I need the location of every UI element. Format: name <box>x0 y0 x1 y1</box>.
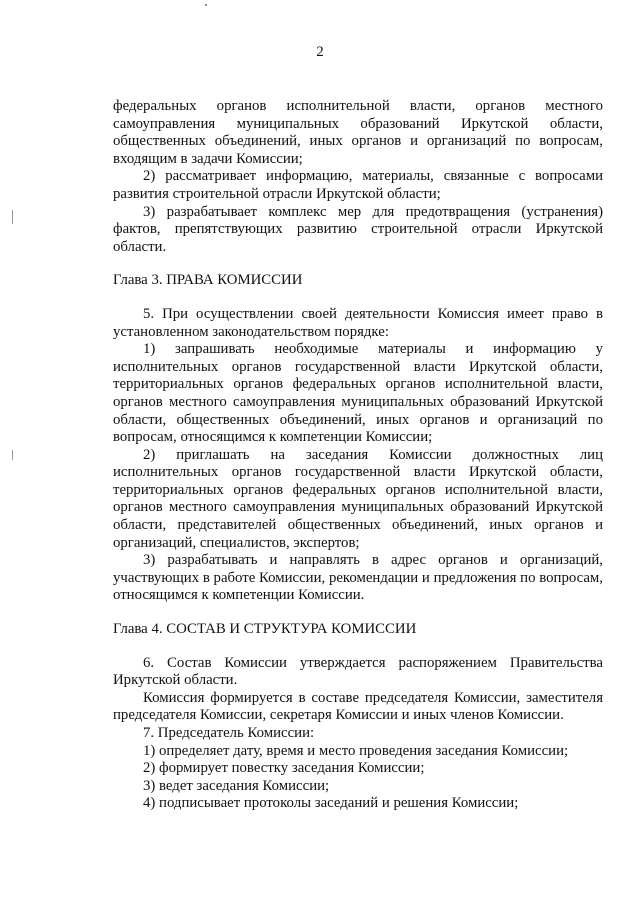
chapter3-item-2: 2) приглашать на заседания Комиссии должностных лиц исполнительных органов государственной власти Иркутской области, территориальных органов федеральных органов исполнительной власти, органов местного самоуправления муниципальных образований Иркутской области, представителей общественных объединений, иных органов и организаций, специалистов, экспертов; <box>113 446 603 551</box>
page-number: 2 <box>316 44 324 60</box>
paragraph-5: 5. При осуществлении своей деятельности Комиссия имеет право в установленном законодательством порядке: <box>113 305 603 340</box>
paragraph-item-2: 2) рассматривает информацию, материалы, связанные с вопросами развития строительной отрасли Иркутской области; <box>113 168 603 202</box>
paragraph-6: 6. Состав Комиссии утверждается распоряжением Правительства Иркутской области. <box>113 654 603 689</box>
chairman-duty-2: 2) формирует повестку заседания Комиссии; <box>143 760 425 777</box>
chapter-4-heading: Глава 4. СОСТАВ И СТРУКТУРА КОМИССИИ <box>113 621 417 638</box>
scan-speck <box>205 4 207 6</box>
scan-mark <box>12 210 13 224</box>
paragraph-continuation: федеральных органов исполнительной власти, органов местного самоуправления муниципальных образований Иркутской области, общественных объединений, иных органов и организаций по вопросам, входящим в задачи Комиссии; <box>113 98 603 167</box>
chapter3-item-3: 3) разрабатывать и направлять в адрес органов и организаций, участвующих в работе Комиссии, рекомендации и предложения по вопросам, относящимся к компетенции Комиссии. <box>113 552 603 604</box>
paragraph-6-composition: Комиссия формируется в составе председателя Комиссии, заместителя председателя Комиссии, секретаря Комиссии и иных членов Комиссии. <box>113 689 603 724</box>
chairman-duty-1: 1) определяет дату, время и место проведения заседания Комиссии; <box>143 742 569 759</box>
paragraph-7: 7. Председатель Комиссии: <box>143 725 315 741</box>
chapter-3-heading: Глава 3. ПРАВА КОМИССИИ <box>113 272 303 289</box>
chairman-duty-4: 4) подписывает протоколы заседаний и решения Комиссии; <box>143 795 519 812</box>
chairman-duty-3: 3) ведет заседания Комиссии; <box>143 777 330 794</box>
scan-mark <box>12 450 13 460</box>
chapter3-item-1: 1) запрашивать необходимые материалы и информацию у исполнительных органов государственной власти Иркутской области, территориальных органов федеральных органов исполнительной власти, органов местного самоуправления муниципальных образований Иркутской области, общественных объединений, иных органов и организаций по вопросам, относящимся к компетенции Комиссии; <box>113 341 603 446</box>
paragraph-item-3: 3) разрабатывает комплекс мер для предотвращения (устранения) фактов, препятствующих развитию строительной отрасли Иркутской области. <box>113 203 603 255</box>
document-body <box>113 98 603 813</box>
